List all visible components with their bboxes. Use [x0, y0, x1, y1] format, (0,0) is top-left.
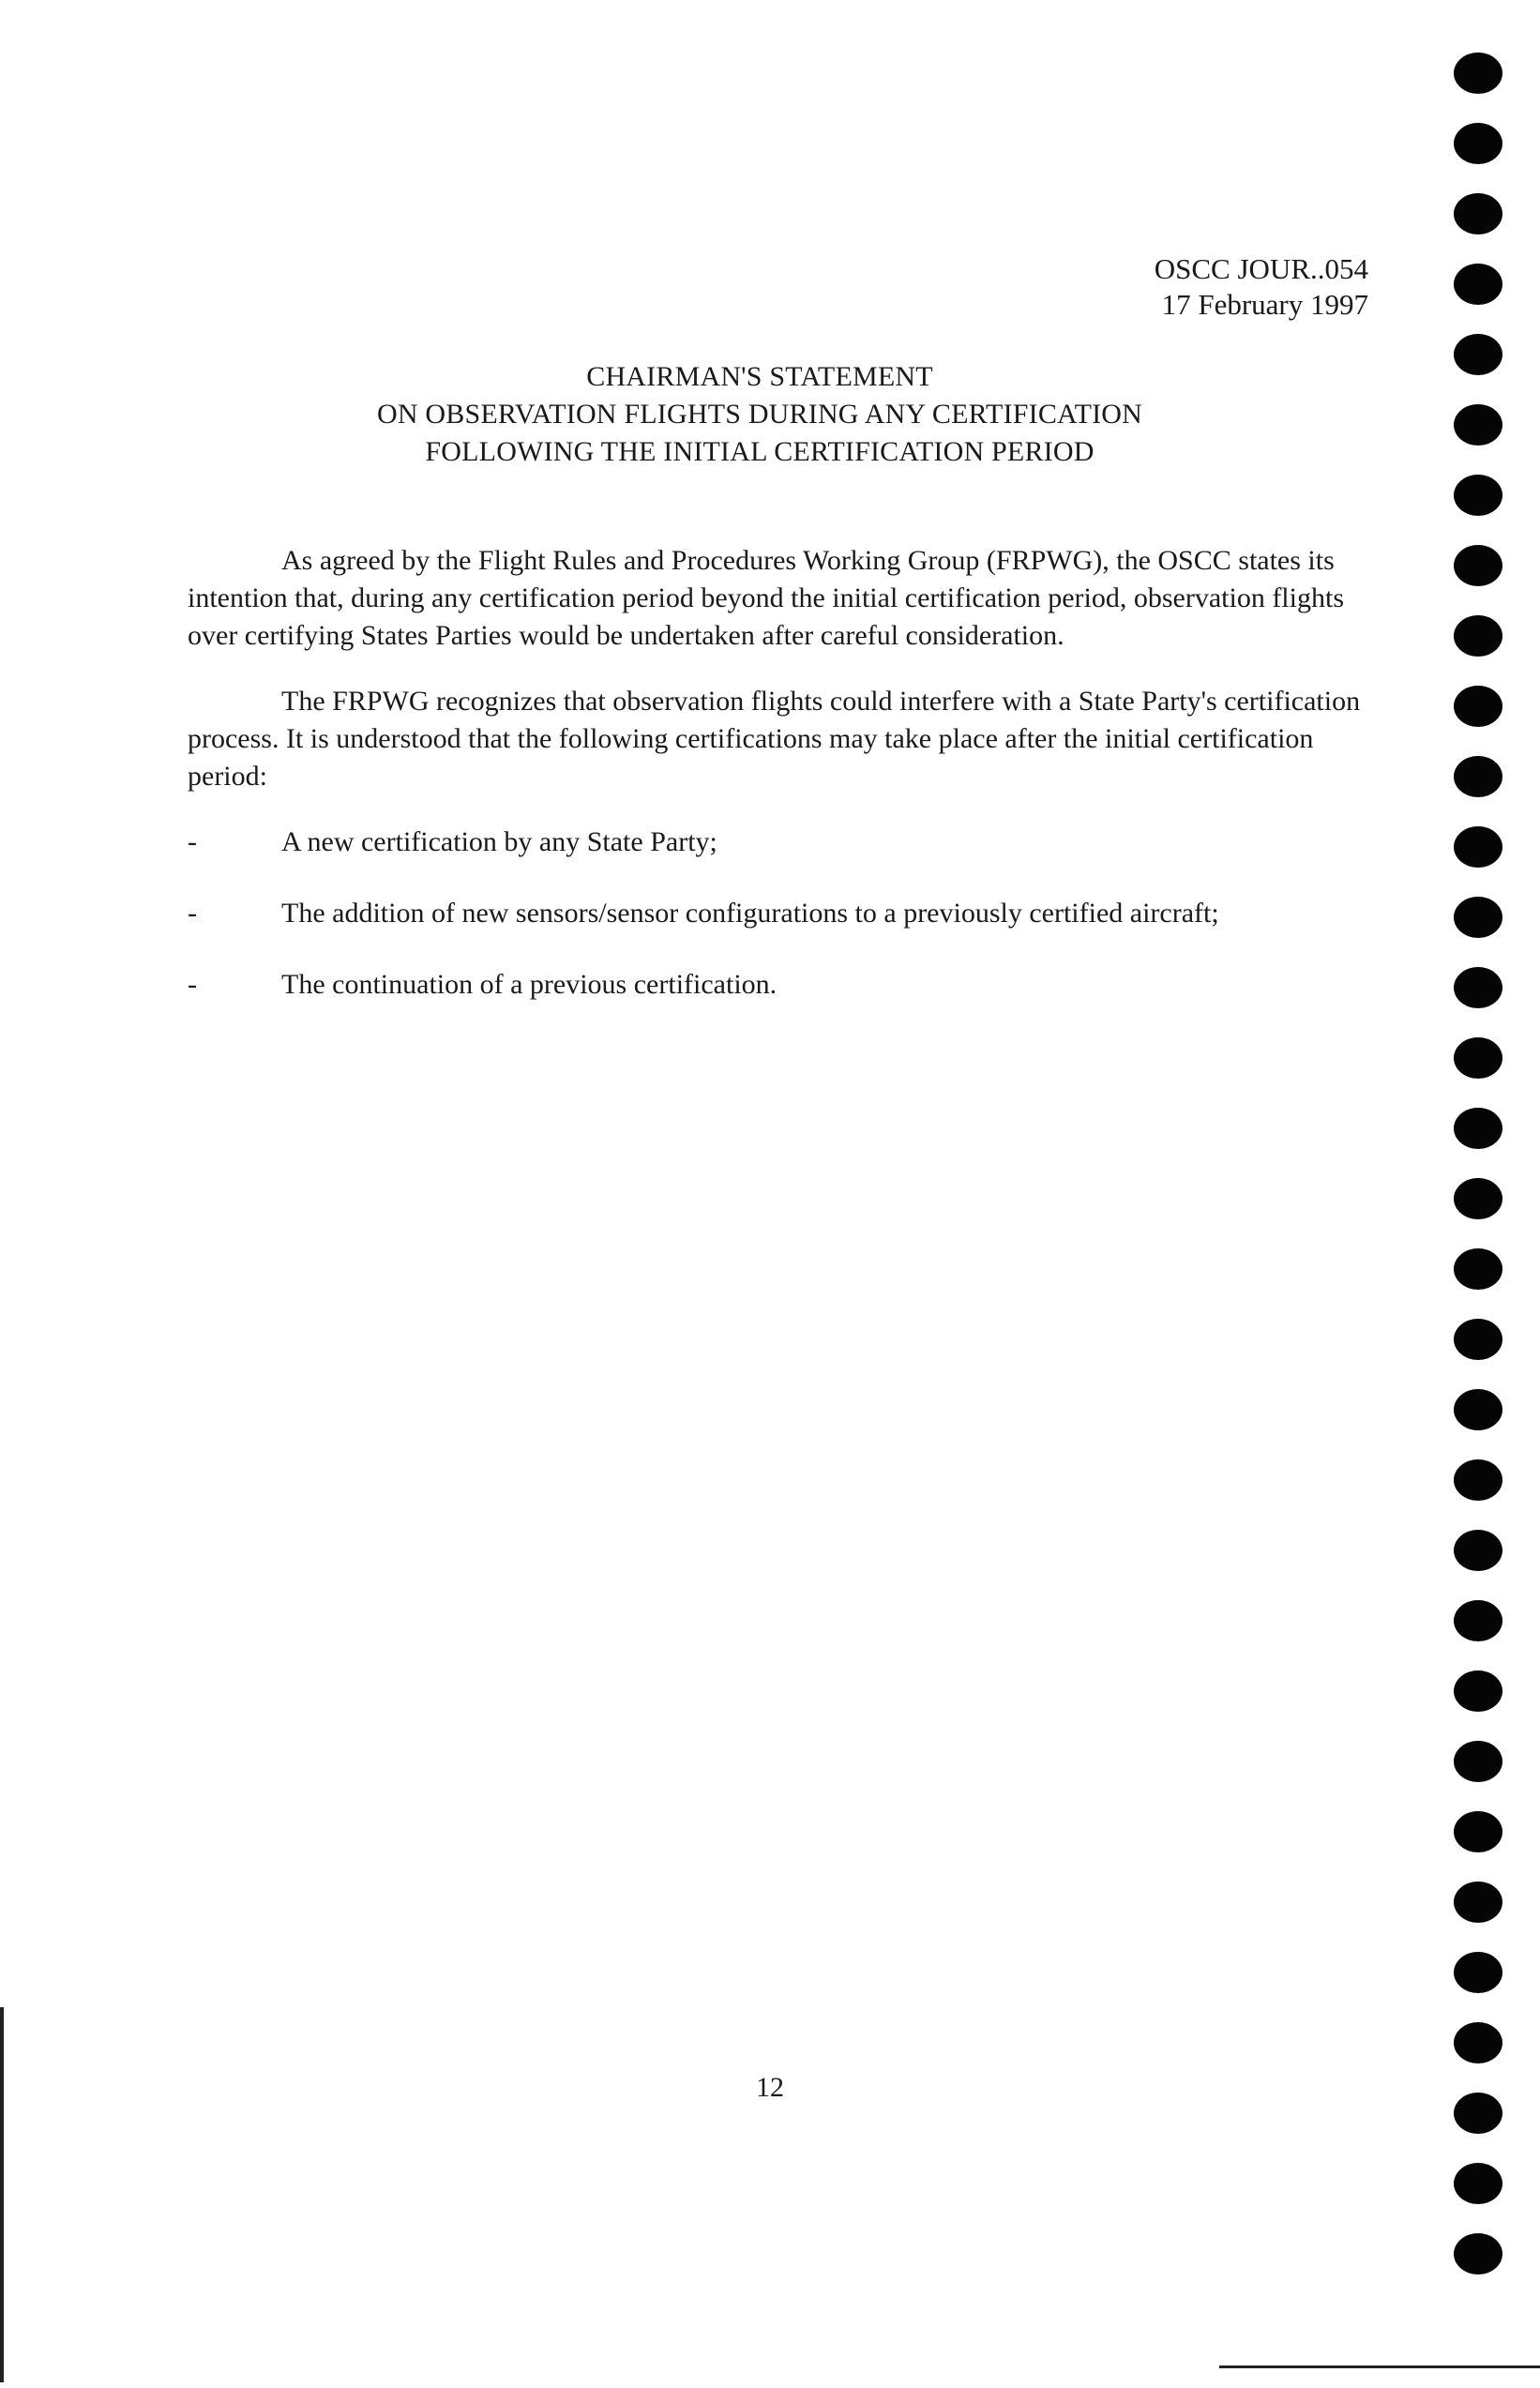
binding-hole: [1454, 826, 1502, 868]
binding-hole: [1454, 2093, 1502, 2134]
binding-hole: [1454, 615, 1502, 657]
page-number: 12: [756, 2072, 784, 2103]
binding-hole: [1454, 1319, 1502, 1360]
binding-hole: [1454, 2233, 1502, 2275]
binding-hole: [1454, 1108, 1502, 1149]
binding-hole: [1454, 1248, 1502, 1290]
document-reference: OSCC JOUR..054: [1154, 252, 1368, 285]
binding-hole: [1454, 2022, 1502, 2063]
binding-hole: [1454, 123, 1502, 164]
binding-hole: [1454, 1389, 1502, 1430]
binding-hole: [1454, 264, 1502, 305]
document-date: 17 February 1997: [1161, 288, 1368, 321]
binding-hole: [1454, 1952, 1502, 1993]
scan-edge-mark: [0, 2007, 4, 2382]
binding-hole: [1454, 53, 1502, 94]
binding-hole: [1454, 2163, 1502, 2204]
list-item: [188, 895, 1379, 932]
binding-hole: [1454, 967, 1502, 1008]
paragraph-2: The FRPWG recognizes that observation flights could interfere with a State Party's certification process. It is understood that the following certifications may take place after the initial certification period:: [188, 686, 1361, 792]
binding-hole: [1454, 1811, 1502, 1852]
scan-edge-mark: [1219, 2365, 1540, 2368]
list-marker: -: [188, 826, 197, 857]
list-item-text: The addition of new sensors/sensor configurations to a previously certified aircraft;: [281, 898, 1219, 929]
certification-list: [188, 824, 1379, 1037]
binding-hole: [1454, 1459, 1502, 1501]
binding-hole: [1454, 1741, 1502, 1782]
binding-hole: [1454, 545, 1502, 586]
list-item-text: A new certification by any State Party;: [281, 826, 717, 857]
binding-hole: [1454, 1530, 1502, 1571]
binding-hole: [1454, 1670, 1502, 1712]
heading-line-2: ON OBSERVATION FLIGHTS DURING ANY CERTIFICATION: [376, 399, 1143, 430]
list-item-text: The continuation of a previous certification.: [281, 969, 778, 1000]
binding-hole: [1454, 686, 1502, 727]
binding-hole: [1454, 1178, 1502, 1219]
binding-hole: [1454, 1600, 1502, 1641]
binding-hole: [1454, 193, 1502, 234]
binding-hole: [1454, 756, 1502, 797]
binding-hole: [1454, 897, 1502, 938]
list-marker: -: [188, 969, 197, 1000]
binding-hole: [1454, 1037, 1502, 1079]
document-reference-block: [1155, 251, 1368, 323]
list-item: [188, 824, 1379, 861]
statement-heading: [188, 358, 1332, 471]
binding-hole: [1454, 475, 1502, 516]
binding-holes: [1454, 53, 1506, 2322]
list-marker: -: [188, 898, 197, 929]
paragraph-1: As agreed by the Flight Rules and Procedures Working Group (FRPWG), the OSCC states its intention that, during any certification period beyond the initial certification period, observation flights over certifying States Parties would be undertaken after careful consideration.: [188, 545, 1344, 651]
heading-line-1: CHAIRMAN'S STATEMENT: [586, 361, 933, 392]
heading-line-3: FOLLOWING THE INITIAL CERTIFICATION PERIOD: [425, 436, 1095, 467]
binding-hole: [1454, 1882, 1502, 1923]
binding-hole: [1454, 404, 1502, 446]
list-item: [188, 966, 1379, 1004]
binding-hole: [1454, 334, 1502, 375]
